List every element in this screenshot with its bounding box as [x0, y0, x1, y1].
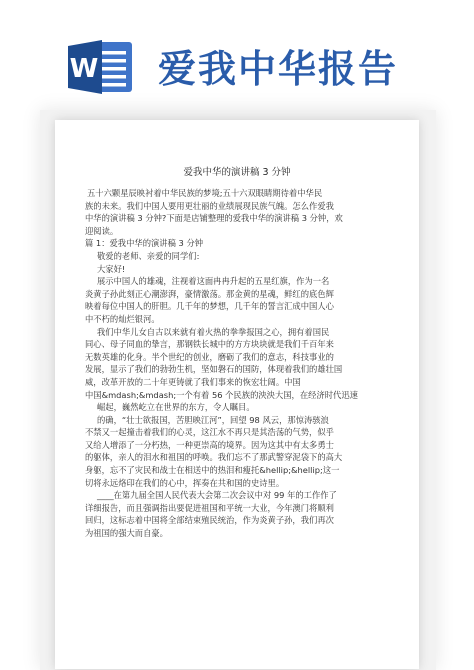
- logo-letter: W: [69, 54, 99, 84]
- text-line: 炎黄子孙此刻正心潮澎湃，豪情激荡。那金黄的星魂，鲜红的底色辉: [85, 288, 334, 299]
- text-line: 的躯体，亲人的泪水和祖国的呼唤。我们忘不了那武警穿泥袋下的高大: [85, 452, 343, 463]
- text-line: 回归，这标志着中国将全部结束殖民统治，作为炎黄子孙，我们再次: [85, 515, 334, 526]
- page-title: 爱我中华报告: [158, 47, 399, 91]
- text-line: 大家好!: [97, 263, 126, 274]
- text-line: 不禁又一起撞击着我们的心灵，这江水不再只是其浩荡的气势，似乎: [85, 427, 334, 438]
- text-line: 详细报告，而且强调指出要促进祖国和平统一大业，今年澳门将顺利: [85, 502, 334, 513]
- text-line: 切将永远烙印在我们的心中，挥奏在共和国的史诗里。: [85, 477, 285, 488]
- section-heading: 篇 1：爱我中华的演讲稿 3 分钟: [85, 238, 204, 249]
- text-line: 发展，显示了我们的勃勃生机，坚如磐石的国防，体现着我们的雄壮国: [85, 364, 343, 375]
- text-line: 敬爱的老师、亲爱的同学们:: [97, 250, 200, 261]
- text-line: 身躯，忘不了灾民和战士在相送中的热泪和瘦托&hellip;&hellip;这一: [85, 465, 340, 476]
- text-line: 族的未来。我们中国人要用更壮丽的业绩展现民族气魄。怎么作爱我: [85, 200, 334, 211]
- text-line: 威，改革开放的二十年更铸就了我们事来的恢宏壮阔。中国: [85, 376, 301, 387]
- text-line: 无数英雄的化身。半个世纪的创业，磨砺了我们的意志，科技事业的: [85, 351, 334, 362]
- text-line: 中华的演讲稿 3 分钟?下面是店铺整理的爱我中华的演讲稿 3 分钟，欢: [85, 213, 343, 224]
- text-line: 映着每位中国人的肝胆。几千年的梦想，几千年的誓言汇成中国人心: [85, 301, 334, 312]
- text-line: 又给人增添了一分朽热，一种更崇高的境界。因为这其中有太多勇士: [85, 439, 334, 450]
- word-document-icon: [68, 38, 134, 96]
- header-banner: [0, 0, 474, 105]
- text-line: 中不朽的灿烂银河。: [85, 313, 160, 324]
- text-line: 的确，“壮士欲报国，苦胆映江河”，回望 98 风云，那惊涛骇浪: [97, 414, 329, 425]
- text-line: 迎阅读。: [85, 225, 119, 236]
- text-line: 崛起，巍然屹立在世界的东方，令人瞩目。: [97, 402, 255, 413]
- text-line: 我们中华儿女自古以来就有着火热的拳拳报国之心，拥有着国民: [97, 326, 330, 337]
- text-line: ____在第九届全国人民代表大会第二次会议中对 99 年的工作作了: [97, 490, 337, 501]
- text-line: 展示中国人的雄魂，注视着这面冉冉升起的五星红旗，作为一名: [97, 276, 330, 287]
- document-body: [85, 187, 385, 540]
- text-line: 五十六颗星辰映衬着中华民族的梦境;五十六双眼睛期待着中华民: [87, 188, 323, 198]
- text-line: 同心、母子同血的挚言，那钢铁长城中的方方块块就是我们千百年来: [85, 339, 334, 350]
- document-page: [55, 120, 419, 669]
- text-line: 中国&mdash;&mdash;一个有着 56 个民族的泱泱大国，在经济时代迅速: [85, 389, 358, 400]
- text-line: 为祖国的强大而自豪。: [85, 528, 168, 539]
- document-title: 爱我中华的演讲稿 3 分钟: [183, 167, 291, 178]
